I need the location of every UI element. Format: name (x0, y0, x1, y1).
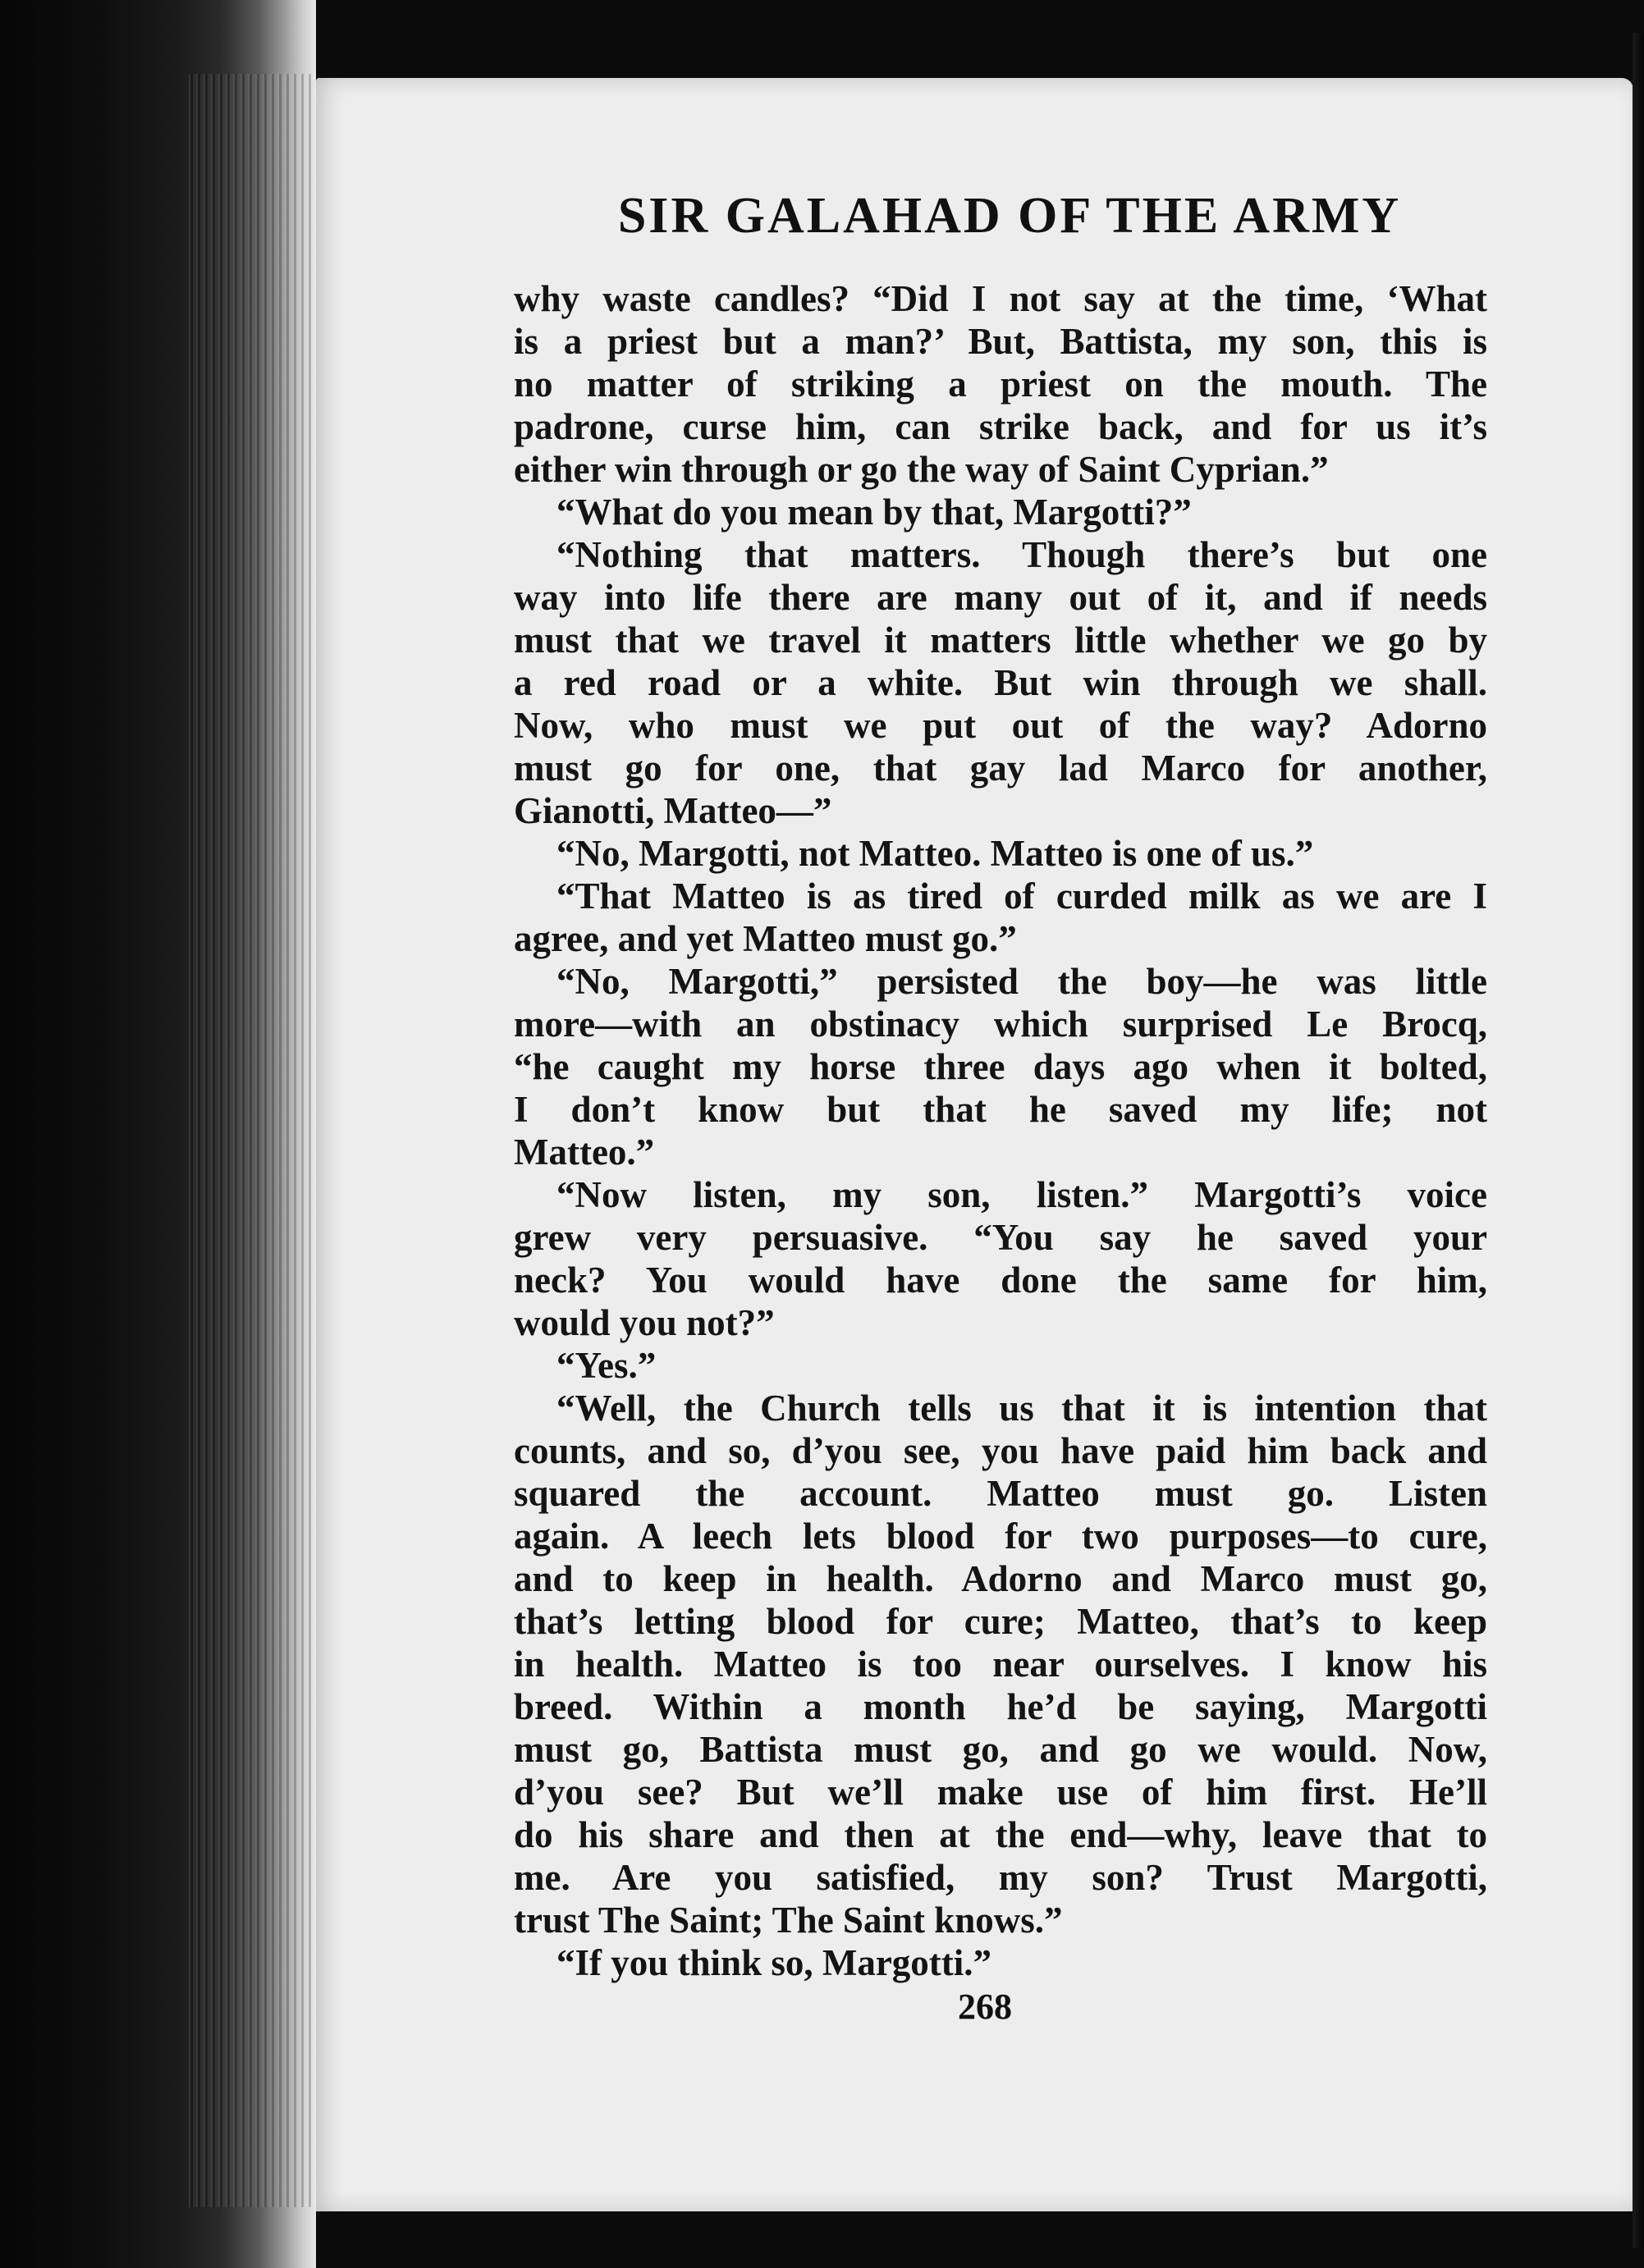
text-line: more—with an obstinacy which surprised Le Brocq, (514, 1004, 1487, 1045)
text-line: “Nothing that matters. Though there’s but one (556, 534, 1487, 575)
text-line: agree, and yet Matteo must go.” (514, 918, 1017, 959)
text-line: no matter of striking a priest on the mouth. The (514, 364, 1487, 405)
text-line: must go, Battista must go, and go we would. Now, (514, 1729, 1487, 1770)
text-line: counts, and so, d’you see, you have paid him back and (514, 1430, 1487, 1471)
text-line: grew very persuasive. “You say he saved your (514, 1217, 1487, 1258)
text-line: “That Matteo is as tired of curded milk as we are I (556, 876, 1487, 917)
text-line: me. Are you satisfied, my son? Trust Margotti, (514, 1857, 1487, 1898)
text-line: is a priest but a man?’ But, Battista, my son, this is (514, 321, 1487, 362)
right-edge-shadow (1633, 33, 1644, 2248)
text-line: breed. Within a month he’d be saying, Margotti (514, 1686, 1487, 1727)
text-line: “No, Margotti, not Matteo. Matteo is one of us.” (556, 833, 1314, 874)
text-line: “Now listen, my son, listen.” Margotti’s voice (556, 1174, 1487, 1215)
text-line: neck? You would have done the same for him, (514, 1260, 1487, 1301)
text-line: way into life there are many out of it, and if needs (514, 577, 1487, 618)
text-line: “No, Margotti,” persisted the boy—he was little (556, 961, 1487, 1002)
text-line: “What do you mean by that, Margotti?” (556, 492, 1192, 533)
text-line: and to keep in health. Adorno and Marco must go, (514, 1558, 1487, 1599)
text-line: why waste candles? “Did I not say at the time, ‘What (514, 278, 1487, 319)
text-line: “If you think so, Margotti.” (556, 1942, 992, 1983)
text-line: squared the account. Matteo must go. Listen (514, 1473, 1487, 1514)
text-line: do his share and then at the end—why, leave that to (514, 1814, 1487, 1855)
text-line: that’s letting blood for cure; Matteo, that’s to keep (514, 1601, 1487, 1642)
text-line: in health. Matteo is too near ourselves. I know his (514, 1644, 1487, 1685)
body-text (514, 277, 1487, 1984)
text-line: Now, who must we put out of the way? Adorno (514, 705, 1487, 746)
text-line: trust The Saint; The Saint knows.” (514, 1900, 1063, 1941)
text-line: I don’t know but that he saved my life; not (514, 1089, 1487, 1130)
text-line: “Yes.” (556, 1345, 657, 1386)
text-line: again. A leech lets blood for two purposes—to cure, (514, 1516, 1487, 1557)
running-head: SIR GALAHAD OF THE ARMY (617, 188, 1402, 244)
text-line: Gianotti, Matteo—” (514, 790, 832, 831)
text-line: “Well, the Church tells us that it is intention that (556, 1388, 1487, 1429)
text-line: d’you see? But we’ll make use of him first. He’ll (514, 1772, 1487, 1813)
text-line: a red road or a white. But win through we shall. (514, 662, 1487, 703)
page-edge-stack (189, 74, 316, 2207)
text-line: either win through or go the way of Saint Cyprian.” (514, 449, 1329, 490)
text-line: must that we travel it matters little whether we go by (514, 620, 1487, 661)
text-line: must go for one, that gay lad Marco for another, (514, 748, 1487, 789)
text-line: padrone, curse him, can strike back, and for us it’s (514, 406, 1487, 447)
text-line: would you not?” (514, 1302, 775, 1343)
page-number: 268 (958, 1987, 1012, 2027)
text-line: “he caught my horse three days ago when it bolted, (514, 1046, 1487, 1087)
text-line: Matteo.” (514, 1132, 655, 1173)
